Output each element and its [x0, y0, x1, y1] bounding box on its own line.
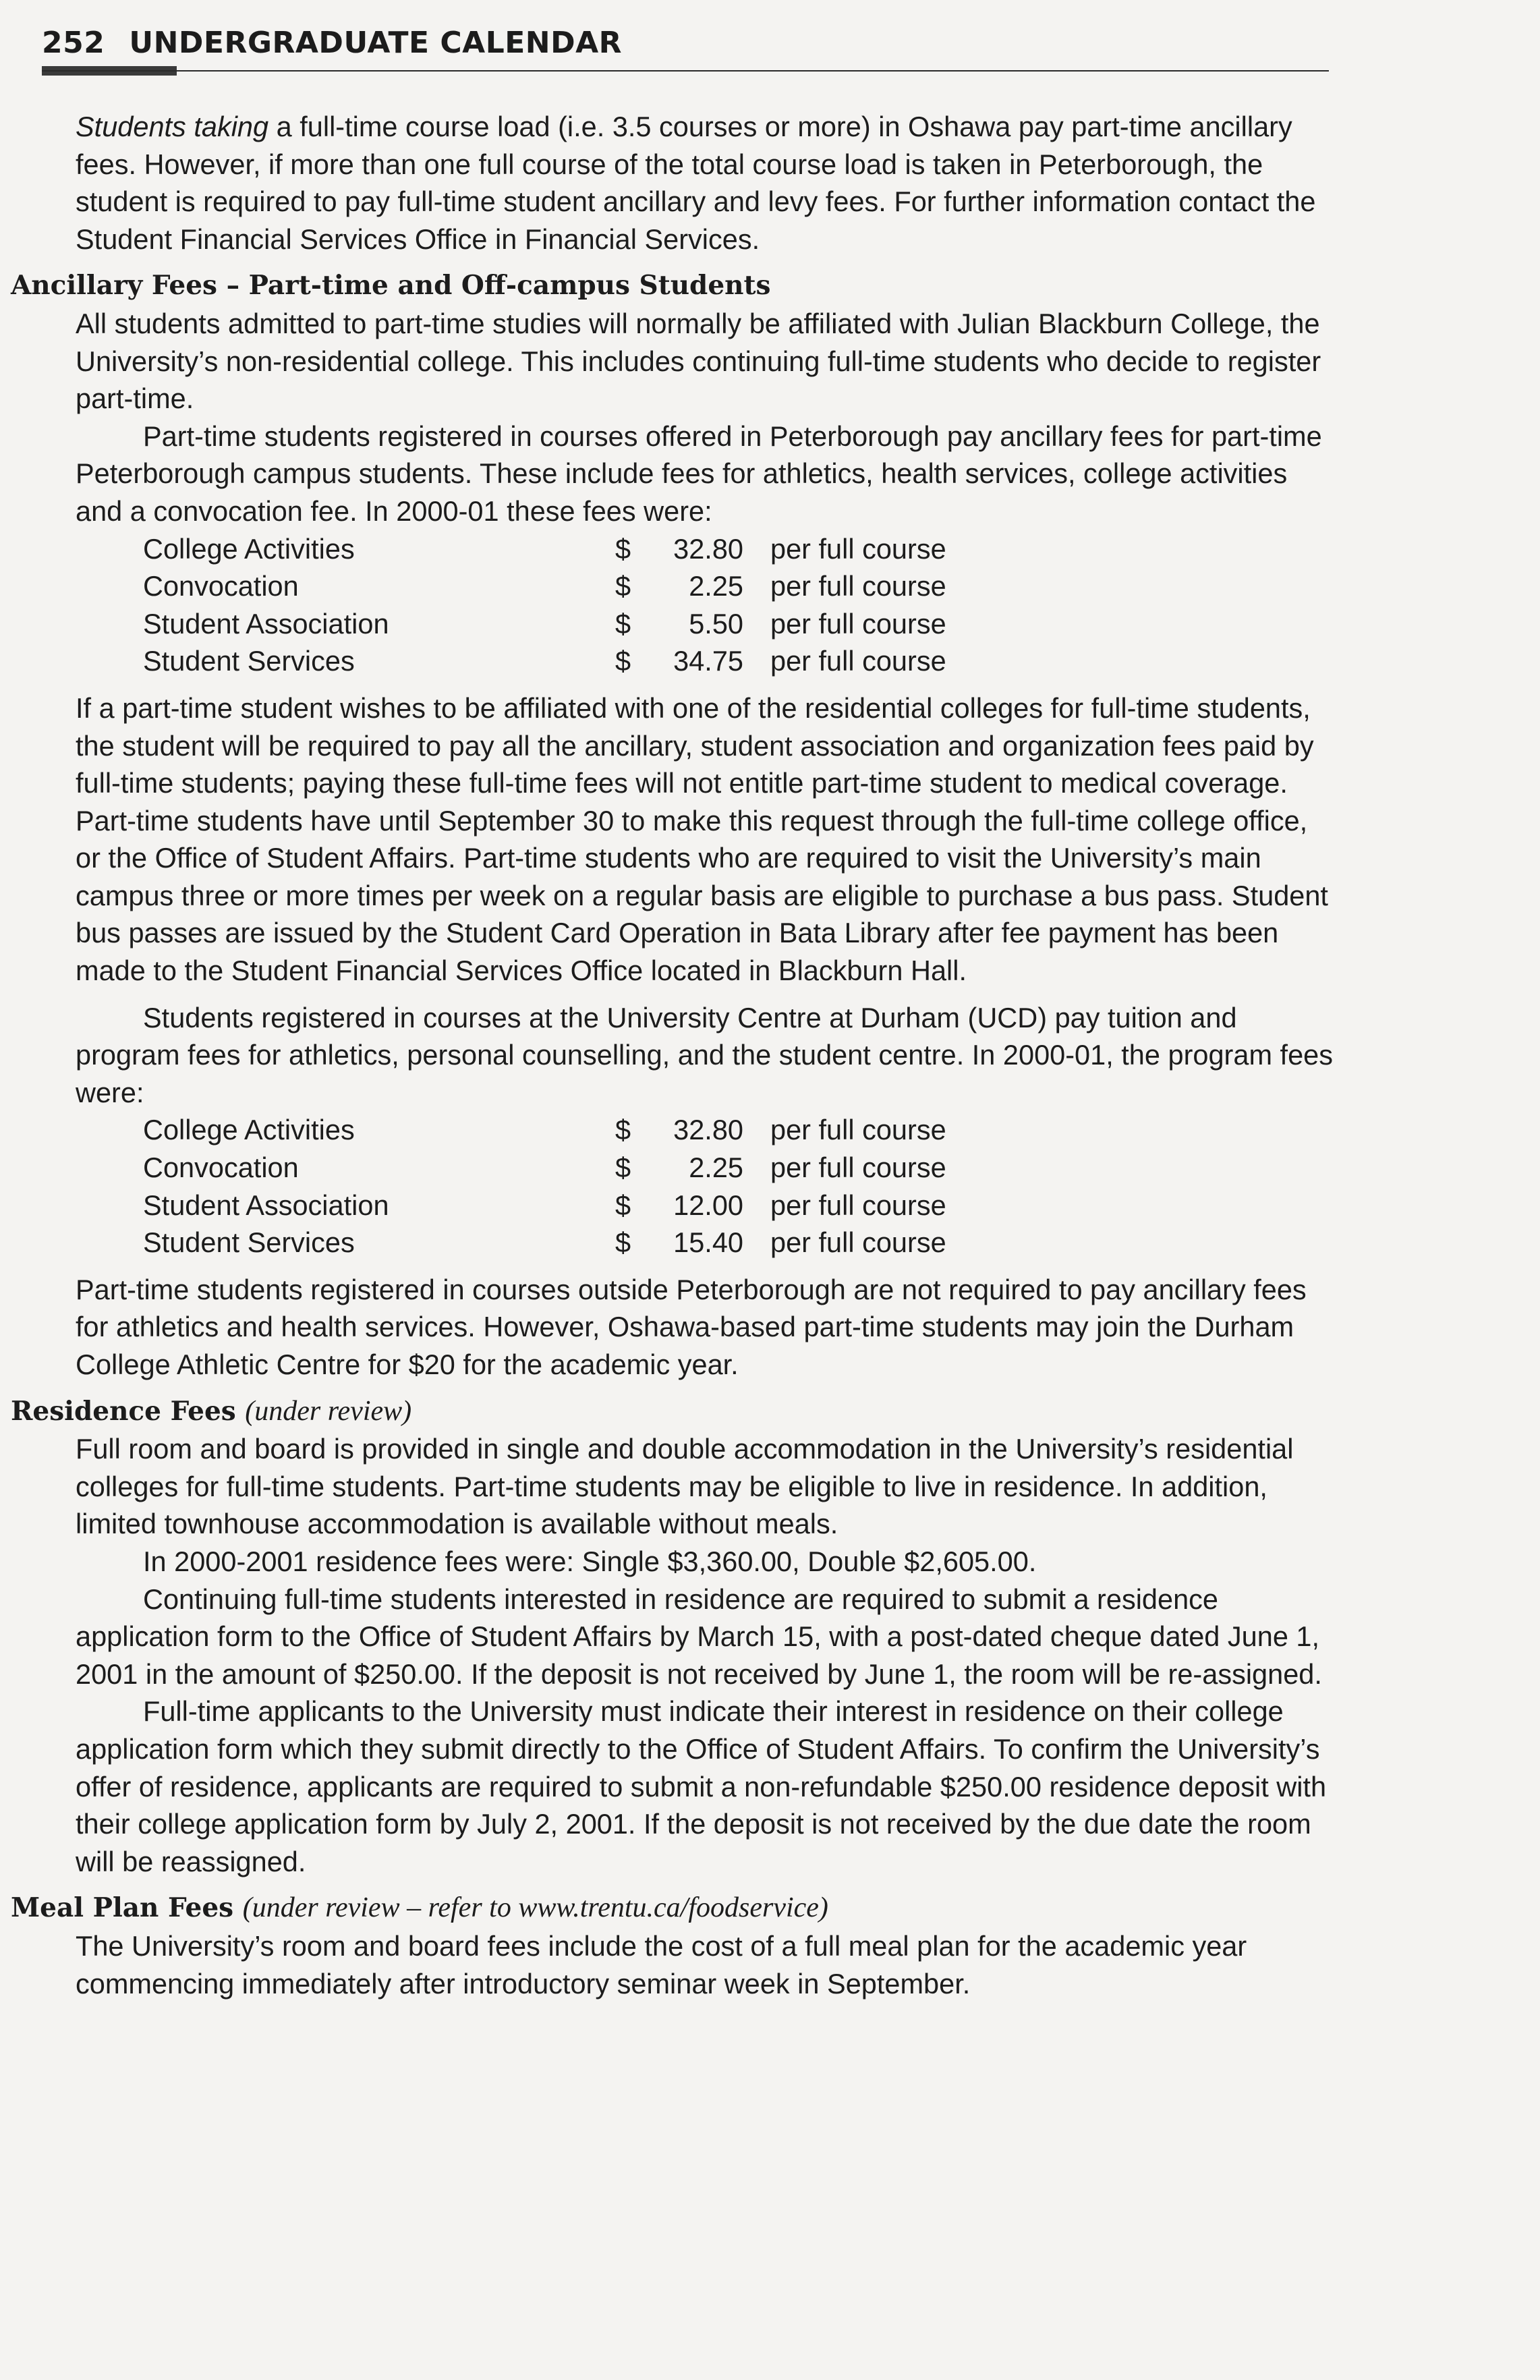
fee-currency: $	[615, 570, 631, 602]
table-row	[143, 567, 1040, 605]
fee-amount: 2.25	[689, 1152, 743, 1184]
meal-plan-heading-text: Meal Plan Fees	[11, 1892, 234, 1924]
page-number: 252	[42, 26, 105, 60]
ancillary-heading: Ancillary Fees – Part-time and Off-campus Students	[11, 270, 771, 302]
page-body	[11, 108, 1337, 2002]
table-row	[143, 1149, 1040, 1187]
fee-unit: per full course	[770, 532, 946, 565]
fee-currency: $	[615, 1152, 631, 1184]
fee-item: Student Services	[143, 645, 355, 677]
ancillary-paragraph-3: If a part-time student wishes to be affiliated with one of the residential colleges for full-time students, the student will be required to pay all the ancillary, student association and organization fees paid by full-time students; paying these full-time fees will not entitle part-time student to medical coverage. Part-time students have until September 30 to make this request through the full-time college office, or the Office of Student Affairs. Part-time students who are required to visit the University’s main campus three or more times per week on a regular basis are eligible to purchase a bus pass. Student bus passes are issued by the Student Card Operation in Bata Library after fee payment has been made to the Student Financial Services Office located in Blackburn Hall.	[76, 691, 1328, 987]
fee-item: Convocation	[143, 1152, 299, 1184]
fee-unit: per full course	[770, 645, 946, 677]
intro-text: a full-time course load (i.e. 3.5 courses or more) in Oshawa pay part-time ancillary fees. However, if more than one full course of the total course load is taken in Peterborough, the student is required to pay full-time student ancillary and levy fees. For further information contact the Student Financial Services Office in Financial Services.	[76, 111, 1316, 255]
fee-currency: $	[615, 1226, 631, 1259]
fee-unit: per full course	[770, 570, 946, 602]
table-row	[143, 1224, 1040, 1262]
fee-currency: $	[615, 1114, 631, 1146]
fee-unit: per full course	[770, 1152, 946, 1184]
residence-paragraph-4: Full-time applicants to the University must indicate their interest in residence on their college application form which they submit directly to the Office of Student Affairs. To confirm the University’s offer of residence, applicants are required to submit a non-refundable $250.00 residence deposit with their college application form by July 2, 2001. If the deposit is not received by the due date the room will be reassigned.	[76, 1695, 1327, 1877]
fee-unit: per full course	[770, 1189, 946, 1221]
peterborough-fee-table	[143, 530, 1040, 680]
fee-item: College Activities	[143, 1114, 355, 1146]
fee-item: Student Services	[143, 1226, 355, 1259]
intro-paragraph	[76, 108, 1337, 258]
ancillary-paragraph-5: Part-time students registered in courses outside Peterborough are not required to pay ancillary fees for athletics and health services. However, Oshawa-based part-time students may join the Durham College Athletic Centre for $20 for the academic year.	[76, 1273, 1307, 1380]
fee-item: Convocation	[143, 570, 299, 602]
residence-paragraph-3: Continuing full-time students interested in residence are required to submit a residence application form to the Office of Student Affairs by March 15, with a post-dated cheque dated June 1, 2001 in the amount of $250.00. If the deposit is not received by June 1, the room will be re-assigned.	[76, 1583, 1322, 1690]
fee-currency: $	[615, 1189, 631, 1221]
fee-unit: per full course	[770, 607, 946, 640]
fee-currency: $	[615, 645, 631, 677]
fee-amount: 32.80	[673, 532, 743, 565]
fee-unit: per full course	[770, 1114, 946, 1146]
residence-heading-note: (under review)	[245, 1395, 412, 1427]
intro-lead: Students taking	[76, 111, 269, 142]
fee-amount: 34.75	[673, 645, 743, 677]
meal-plan-heading-note: (under review – refer to www.trentu.ca/foodservice)	[242, 1892, 828, 1924]
running-head	[42, 26, 622, 60]
fee-currency: $	[615, 607, 631, 640]
residence-heading	[11, 1393, 1337, 1431]
fee-amount: 12.00	[673, 1189, 743, 1221]
durham-fee-table	[143, 1111, 1040, 1261]
meal-plan-paragraph: The University’s room and board fees include the cost of a full meal plan for the academic year commencing immediately after introductory seminar week in September.	[76, 1929, 1247, 2000]
table-row	[143, 1187, 1040, 1224]
table-row	[143, 1111, 1040, 1149]
meal-plan-heading	[11, 1890, 1337, 1927]
table-row	[143, 642, 1040, 680]
fee-item: Student Association	[143, 1189, 389, 1221]
fee-amount: 5.50	[689, 607, 743, 640]
fee-currency: $	[615, 532, 631, 565]
residence-paragraph-1: Full room and board is provided in single and double accommodation in the University’s residential colleges for full-time students. Part-time students may be eligible to live in residence. In addition, limited townhouse accommodation is available without meals.	[76, 1433, 1294, 1540]
fee-amount: 15.40	[673, 1226, 743, 1259]
fee-item: College Activities	[143, 532, 355, 565]
table-row	[143, 530, 1040, 568]
running-title: UNDERGRADUATE CALENDAR	[129, 26, 623, 60]
fee-item: Student Association	[143, 607, 389, 640]
ancillary-paragraph-1: All students admitted to part-time studies will normally be affiliated with Julian Blackburn College, the University’s non-residential college. This includes continuing full-time students who decide to register part-time.	[76, 307, 1321, 415]
residence-paragraph-2: In 2000-2001 residence fees were: Single $3,360.00, Double $2,605.00.	[143, 1545, 1037, 1577]
table-row	[143, 605, 1040, 643]
residence-heading-text: Residence Fees	[11, 1395, 236, 1427]
fee-unit: per full course	[770, 1226, 946, 1259]
fee-amount: 32.80	[673, 1114, 743, 1146]
header-rule	[42, 70, 1329, 72]
fee-amount: 2.25	[689, 570, 743, 602]
ancillary-paragraph-2: Part-time students registered in courses offered in Peterborough pay ancillary fees for part-time Peterborough campus students. These include fees for athletics, health services, college activities and a convocation fee. In 2000-01 these fees were:	[76, 420, 1322, 527]
ancillary-paragraph-4: Students registered in courses at the University Centre at Durham (UCD) pay tuition and program fees for athletics, personal counselling, and the student centre. In 2000-01, the program fees were:	[76, 1001, 1333, 1108]
